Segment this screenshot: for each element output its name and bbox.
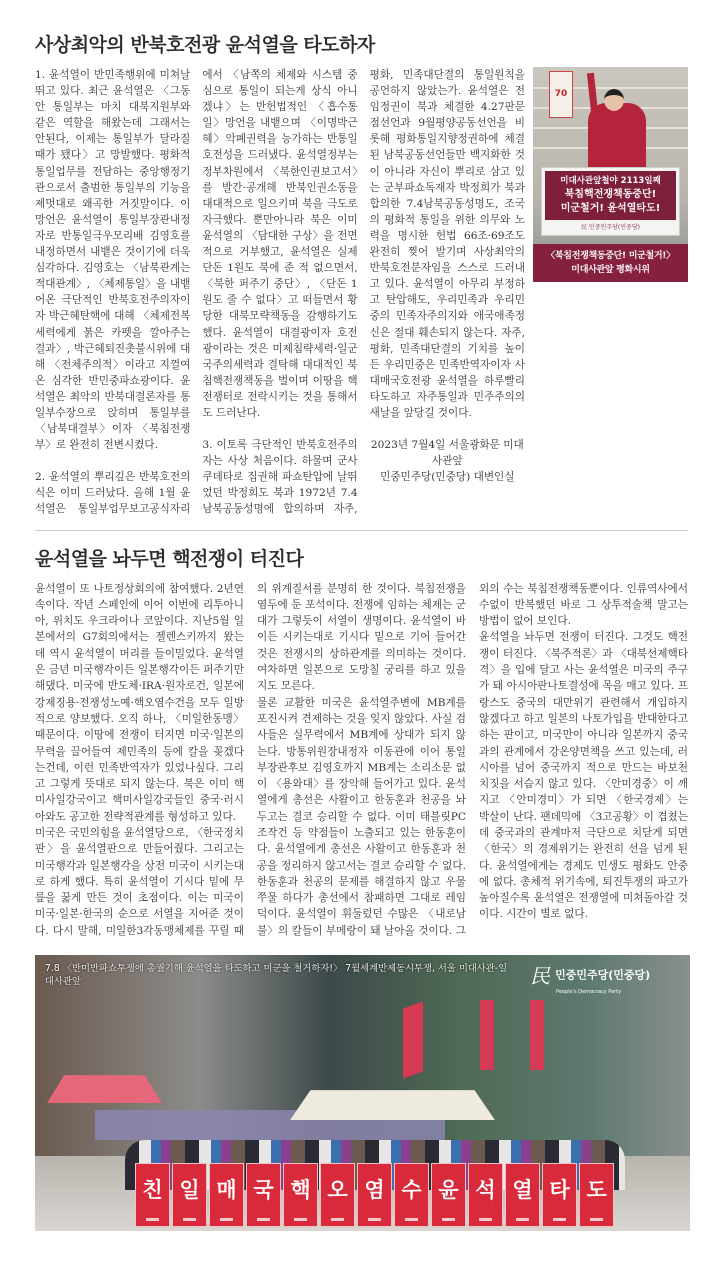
flag: [480, 1000, 494, 1070]
protest-sign-char: 열: [505, 1163, 540, 1227]
protest-photo-embassy: [533, 67, 688, 282]
flag: [403, 1001, 423, 1078]
protest-sign-char: 오: [320, 1163, 355, 1227]
photo-caption: [533, 244, 688, 282]
party-logo: [530, 960, 680, 996]
article1-body: [35, 67, 525, 518]
protest-sign-char: 도: [579, 1163, 614, 1227]
photo-scene: [533, 67, 688, 167]
anniversary-banner: 70: [549, 71, 573, 118]
article2-paragraph: 물론 교활한 미국은 윤석열주변에 MB계를 포진시켜 견제하는 것을 잊지 않았다. 사실 검사들은 실무력에서 MB계에 상대가 되지 않는다. 방통위원장내정자 이동관에 이어 통일부장관후보 김영호까지 MB계는 소리소문 없이 〈용와대〉를 장악해 들어가고 있다. 윤석열에게 총선은 사활이고 한동훈과 천공을 놔두고는 결코 승리할 수 없다. 이미 태블릿PC조작건 등 약점들이 노출되고 있는 한동훈이다. 윤석열에게 총선은 사활이고 한동훈과 천공을 정리하지 않고서는 결코 승리할 수 없다. 한동훈과 천공의 문제를 해결하지 않고 우물쭈물 하다가 총선에서 참패하면 그대로 레임덕이다. 윤석열이 휘둘렀던 수많은 〈내로남불〉의 칼들이 부메랑이 돼 날아올 것이다. 그외의 수는 북침전쟁책동뿐이다. 인류역사에서 수없이 반복했던 바로 그 상투적술책 말고는 방법이 없어 보인다.: [257, 582, 688, 937]
article2-title: 윤석열을 놔두면 핵전쟁이 터진다: [35, 547, 304, 570]
party-logo-mark: 民: [530, 964, 550, 989]
section-divider: [35, 530, 688, 531]
protester: [588, 103, 646, 167]
flag: [530, 1000, 544, 1070]
protest-sign-char: 친: [135, 1163, 170, 1227]
protest-sign-char: 수: [394, 1163, 429, 1227]
caption-line: 미대사관앞 평화시위: [571, 265, 650, 275]
protest-sign-char: 염: [357, 1163, 392, 1227]
protest-sign-char: 매: [209, 1163, 244, 1227]
article1-signature: 민중민주당(민중당) 대변인실: [380, 471, 515, 484]
sign-line: 북침핵전쟁책동중단!: [564, 189, 657, 200]
article1-date-line: 2023년 7월4일 서울광화문 미대사관앞: [370, 439, 524, 468]
article1-title: 사상최악의 반북호전광 윤석열을 타도하자: [35, 34, 375, 56]
article1-section: [35, 67, 688, 518]
caption-line: 〈북침전쟁책동중단! 미군철거!〉: [546, 251, 675, 261]
article2-body: [35, 581, 688, 940]
protest-sign-char: 타: [542, 1163, 577, 1227]
article2-paragraph: 윤석열을 놔두면 전쟁이 터진다. 그것도 핵전쟁이 터진다. 〈북주적론〉과 〈대북선제핵타격〉을 입에 달고 사는 윤석열은 미국의 주구가 돼 아시아판나토결성에 목을 매고 있다. 프랑스도 중국의 대만위기 관련해서 개입하지 않겠다고 하고 일본의 나토가입을 반대한다고 하는 판이고, 미국만이 아니라 일본까지 중국과의 관계에서 강온양면책을 쓰고 있는데, 러시아를 넘어 중국까지 적으로 만드는 바보천치짓을 서슴지 않고 있다. 〈안미경중〉이 깨지고 〈안미경미〉가 되면 〈한국경제〉는 박살이 난다. 팬데믹에 〈3고공황〉이 겹쳤는데 중국과의 관계마저 극단으로 치닫게 되면 〈한국〉의 경제위기는 완전히 선을 넘게 된다. 윤석열에게는 경제도 민생도 평화도 안중에 없다. 총체적 위기속에, 퇴진투쟁의 파고가 높아질수록 윤석열은 전쟁열에 미쳐돌아갈 것이다. 시간이 별로 없다.: [479, 631, 688, 921]
protest-sign-char: 일: [172, 1163, 207, 1227]
protest-sign-char: 석: [468, 1163, 503, 1227]
article2-paragraph: 미국은 국민의힘을 윤석열당으로, 〈한국정치판〉을 윤석열판으로 만들어줬다. 그리고는 미국행각과 일본행각을 상전 미국이 시키는대로 하게 했다. 특히 윤석열이 기시다 밑에 무릎을 꿇게 만든 것이 초점이다. 이는 미국이 미국·일본·한국의 순으로 서열을 지어준 것이다. 다시 말해, 미일한3각동맹체제를 꾸릴 때의 위계질서를 분명히 한 것이다. 북침전쟁을 염두에 둔 포석이다. 전쟁에 임하는 체제는 군대가 그렇듯이 서열이 생명이다. 윤석열이 바이든 시키는대로 기시다 밑으로 기어 들어간 것은 전쟁시의 상하관계를 의미하는 것이다. 여차하면 일본으로 도망칠 궁리를 하고 있을지도 모른다.: [35, 582, 466, 937]
party-logo-subtitle: People's Democracy Party: [556, 989, 622, 996]
protest-signs: [135, 1163, 614, 1227]
protest-sign-char: 윤: [431, 1163, 466, 1227]
protest-photo-group: [35, 955, 690, 1231]
article1-paragraph: 3. 이토록 극단적인 반북호전주의자는 사상 처음이다. 하물며 군사쿠데타로 집권해 파쇼탄압에 날뛰었던 박정희도 북과 1972년 7.4남북공동성명에 합의하며 자주, 평화, 민족대단결의 통일원칙을 공언하지 않았는가. 윤석열은 전임정권이 북과 체결한 4.27판문점선언과 9월평양공동선언을 비롯해 평화통일지향정권하에 체결된 남북공동선언들만 백지화한 것이 아니라 자신이 뿌리로 삼고 있는 군부파쇼독재자 박정희가 북과 합의한 7.4남북공동성명도, 조국의 평화적 통일을 위한 의무와 노력을 명시한 헌법 66조·69조도 완전히 찢어 발기며 사상최악의 반북호전분자임을 스스로 드러내고 있다. 윤석열이 아무리 부정하고 탄압해도, 우리민족과 우리민중의 민족자주의지와 애국애족정신은 절대 훼손되지 않는다. 자주, 평화, 민족대단결의 기치를 높이든 우리민중은 민족반역자이자 사대매국호전광 윤석열을 하루빨리 타도하고 자주통일과 민주주의의 새날을 앞당길 것이다.: [202, 69, 525, 516]
sign-line: 미군철거! 윤석열타도!: [560, 203, 661, 214]
protester-head: [604, 89, 624, 111]
sign-line: 미대사관앞철야 2113일째: [560, 176, 661, 186]
tent: [47, 1075, 162, 1103]
protest-sign-char: 국: [246, 1163, 281, 1227]
protest-sign: [541, 167, 680, 236]
article2-paragraph: 윤석열이 또 나토정상회의에 참여했다. 2년연속이다. 작년 스페인에 이어 이번에 리투아니아, 위치도 우크라이나 코앞이다. 지난5월 일본에서의 G7회의에서는 젤렌스키까지 왔는데 역시 윤석열이 머리를 들이밀었다. 윤석열은 금년 미국행각이든 일본행각이든 퍼주기만 해댔다. 미국에 반도체·IRA·원자로건, 일본에 강제징용·전쟁성노예·핵오염수건을 모두 일방적으로 양보했다. 오직 하나, 〈미일한동맹〉때문이다. 이땅에 전쟁이 터지면 미국·일본의 무력을 끌어들여 제민족의 등에 칼을 꽂겠다는건데, 이런 민족반역자가 있었나싶다. 그리고 그렇게 뜻대로 되지 않는다. 북은 이미 핵미사일강국이고 핵미사일강국들인 중국·러시아와도 공고한 전략적관계를 형성하고 있다.: [35, 582, 244, 823]
party-logo: 民 민중민주당(민중당): [581, 224, 640, 231]
protest-sign-char: 핵: [283, 1163, 318, 1227]
photo-caption: 7.8 〈반미반파쇼투쟁에 총궐기해 윤석열을 타도하고 미군을 철거하자!〉 7월세계반제동시투쟁, 서울 미대사관-일대사관앞: [45, 963, 508, 988]
canopy: [290, 1090, 495, 1120]
article1-paragraph: 1. 윤석열이 반민족행위에 미쳐날뛰고 있다. 최근 윤석열은 〈그동안 통일부는 마치 대북지원부와 같은 역할을 해왔는데 그래서는 안된다, 이제는 통일부가 달라질 때가 됐다〉고 망발했다. 평화적 통일업무를 전담하는 중앙행정기관으로서 출범한 통일부의 기능을 제멋대로 왜곡한 거짓말이다. 이 망언은 윤석열이 통일부장관내정자로 반통일극우모리배 김영호를 내정하면서 내뱉은 것이기에 더욱 심각하다. 김영호는 〈남북관계는 적대관계〉, 〈체제통일〉을 내뱉어온 극단적인 반북호전주의자이자 박근혜탄핵에 대해 〈체제전복세력에게 붉은 카펫을 깔아주는 결과〉, 박근혜퇴진촛불시위에 대해 〈전체주의적〉이라고 지껄여온 심각한 반민중파쇼광이다. 윤석열은 최악의 반북대결론자를 통일부수장으로 앉히며 통일부를 〈남북대결부〉이자 〈북침전쟁부〉로 완전히 전변시켰다.: [35, 69, 191, 452]
article1-paragraph: 2. 윤석열의 뿌리깊은 반북호전의식은 이미 드러났다. 올해 1월 윤석열은 통일부업무보고공식자리에서 〈남쪽의 체제와 시스템 중심으로 통일이 되는게 상식 아니겠냐〉는 반헌법적인 〈흡수통일〉망언을 내뱉으며 〈이명박근혜〉악폐권력을 능가하는 반통일호전성을 드러냈다. 윤석열정부는 정부차원에서 〈북한인권보고서〉를 발간·공개해 반북인권소동을 대대적으로 일으키며 북을 극도로 자극했다. 뿐만아니라 북은 이미 윤석열의 〈담대한 구상〉을 전면적으로 거부했고, 윤석열은 실제 단돈 1원도 북에 준 적 없으면서, 〈북한 퍼주기 중단〉, 〈단돈 1원도 줄 수 없다〉고 떠들면서 황당한 대북모략책동을 감행하기도 했다. 윤석열이 대결광이자 호전광이라는 것은 미제침략세력·일군국주의세력과 결탁해 대대적인 북침핵전쟁책동을 벌이며 이땅을 핵전쟁터로 전락시키는 것을 통해서도 드러난다.: [35, 69, 358, 516]
party-logo-name: 민중민주당(민중당): [555, 968, 651, 982]
